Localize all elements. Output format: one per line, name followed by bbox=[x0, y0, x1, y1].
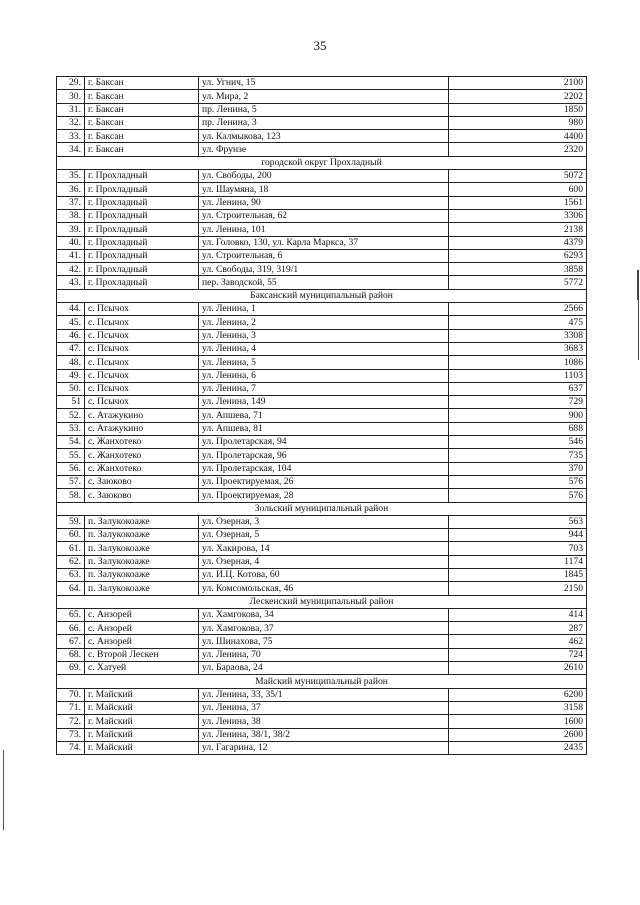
table-row bbox=[57, 396, 587, 409]
value-cell: 688 bbox=[449, 422, 587, 435]
value-cell: 2100 bbox=[449, 77, 587, 90]
settlement-cell: с. Второй Лескен bbox=[85, 648, 199, 661]
address-cell: ул. Гагарина, 12 bbox=[199, 741, 449, 754]
settlement-cell: г. Баксан bbox=[85, 90, 199, 103]
table-row bbox=[57, 555, 587, 568]
settlement-cell: г. Прохладный bbox=[85, 276, 199, 289]
value-cell: 1845 bbox=[449, 568, 587, 581]
table-row bbox=[57, 276, 587, 289]
value-cell: 5072 bbox=[449, 170, 587, 183]
table-row bbox=[57, 316, 587, 329]
settlement-cell: г. Майский bbox=[85, 728, 199, 741]
value-cell: 576 bbox=[449, 489, 587, 502]
settlement-cell: с. Анзорей bbox=[85, 635, 199, 648]
table-row bbox=[57, 662, 587, 675]
address-cell: ул. Апшева, 81 bbox=[199, 422, 449, 435]
table-row bbox=[57, 223, 587, 236]
section-row bbox=[57, 289, 587, 302]
section-row bbox=[57, 156, 587, 169]
address-cell: ул. Строительная, 6 bbox=[199, 249, 449, 262]
value-cell: 4379 bbox=[449, 236, 587, 249]
table-row bbox=[57, 701, 587, 714]
table-row bbox=[57, 608, 587, 621]
value-cell: 729 bbox=[449, 396, 587, 409]
value-cell: 703 bbox=[449, 542, 587, 555]
row-number: 60. bbox=[57, 529, 85, 542]
section-title: Лескенский муниципальный район bbox=[57, 595, 587, 608]
value-cell: 462 bbox=[449, 635, 587, 648]
address-cell: ул. Проектируемая, 28 bbox=[199, 489, 449, 502]
address-cell: ул. Угнич, 15 bbox=[199, 77, 449, 90]
table-row bbox=[57, 568, 587, 581]
settlement-cell: п. Залукокоаже bbox=[85, 555, 199, 568]
address-cell: ул. Свободы, 319, 319/1 bbox=[199, 263, 449, 276]
value-cell: 5772 bbox=[449, 276, 587, 289]
section-title: городской округ Прохладный bbox=[57, 156, 587, 169]
address-cell: ул. Ленина, 70 bbox=[199, 648, 449, 661]
value-cell: 1086 bbox=[449, 356, 587, 369]
value-cell: 2600 bbox=[449, 728, 587, 741]
address-cell: ул. Ленина, 33, 35/1 bbox=[199, 688, 449, 701]
table-row bbox=[57, 475, 587, 488]
value-cell: 944 bbox=[449, 529, 587, 542]
settlement-cell: г. Прохладный bbox=[85, 263, 199, 276]
row-number: 47. bbox=[57, 342, 85, 355]
settlement-cell: п. Залукокоаже bbox=[85, 568, 199, 581]
settlement-cell: с. Заюково bbox=[85, 475, 199, 488]
address-cell: ул. Хакирова, 14 bbox=[199, 542, 449, 555]
table-row bbox=[57, 209, 587, 222]
value-cell: 3306 bbox=[449, 209, 587, 222]
scan-edge-mark bbox=[3, 750, 4, 830]
row-number: 62. bbox=[57, 555, 85, 568]
address-cell: ул. Ленина, 7 bbox=[199, 382, 449, 395]
settlement-cell: с. Заюково bbox=[85, 489, 199, 502]
settlement-cell: с. Анзорей bbox=[85, 622, 199, 635]
settlement-cell: с. Жанхотеко bbox=[85, 436, 199, 449]
address-cell: ул. Апшева, 71 bbox=[199, 409, 449, 422]
table-row bbox=[57, 263, 587, 276]
row-number: 32. bbox=[57, 116, 85, 129]
settlement-cell: г. Прохладный bbox=[85, 223, 199, 236]
value-cell: 2202 bbox=[449, 90, 587, 103]
address-table bbox=[56, 76, 587, 755]
address-cell: ул. Строительная, 62 bbox=[199, 209, 449, 222]
value-cell: 2566 bbox=[449, 303, 587, 316]
value-cell: 563 bbox=[449, 515, 587, 528]
settlement-cell: с. Атажукино bbox=[85, 409, 199, 422]
row-number: 35. bbox=[57, 170, 85, 183]
section-title: Зольский муниципальный район bbox=[57, 502, 587, 515]
page-number: 35 bbox=[313, 38, 327, 53]
value-cell: 576 bbox=[449, 475, 587, 488]
settlement-cell: г. Баксан bbox=[85, 130, 199, 143]
row-number: 36. bbox=[57, 183, 85, 196]
table-row bbox=[57, 489, 587, 502]
settlement-cell: г. Майский bbox=[85, 741, 199, 754]
row-number: 59. bbox=[57, 515, 85, 528]
value-cell: 4400 bbox=[449, 130, 587, 143]
table-row bbox=[57, 116, 587, 129]
section-row bbox=[57, 595, 587, 608]
table-row bbox=[57, 728, 587, 741]
address-cell: ул. Ленина, 101 bbox=[199, 223, 449, 236]
section-title: Баксанский муниципальный район bbox=[57, 289, 587, 302]
value-cell: 475 bbox=[449, 316, 587, 329]
scan-edge-mark bbox=[637, 270, 639, 300]
table-row bbox=[57, 329, 587, 342]
value-cell: 287 bbox=[449, 622, 587, 635]
settlement-cell: п. Залукокоаже bbox=[85, 529, 199, 542]
row-number: 33. bbox=[57, 130, 85, 143]
table-row bbox=[57, 688, 587, 701]
row-number: 57. bbox=[57, 475, 85, 488]
settlement-cell: с. Псычох bbox=[85, 382, 199, 395]
row-number: 29. bbox=[57, 77, 85, 90]
settlement-cell: г. Баксан bbox=[85, 116, 199, 129]
row-number: 66. bbox=[57, 622, 85, 635]
row-number: 56. bbox=[57, 462, 85, 475]
row-number: 67. bbox=[57, 635, 85, 648]
value-cell: 1850 bbox=[449, 103, 587, 116]
settlement-cell: с. Жанхотеко bbox=[85, 449, 199, 462]
row-number: 74. bbox=[57, 741, 85, 754]
table-row bbox=[57, 529, 587, 542]
table-row bbox=[57, 515, 587, 528]
row-number: 55. bbox=[57, 449, 85, 462]
table-row bbox=[57, 170, 587, 183]
settlement-cell: г. Прохладный bbox=[85, 196, 199, 209]
value-cell: 6200 bbox=[449, 688, 587, 701]
address-cell: ул. Пролетарская, 94 bbox=[199, 436, 449, 449]
settlement-cell: с. Анзорей bbox=[85, 608, 199, 621]
value-cell: 2435 bbox=[449, 741, 587, 754]
row-number: 63. bbox=[57, 568, 85, 581]
row-number: 45. bbox=[57, 316, 85, 329]
settlement-cell: г. Прохладный bbox=[85, 209, 199, 222]
table-row bbox=[57, 382, 587, 395]
value-cell: 3683 bbox=[449, 342, 587, 355]
table-row bbox=[57, 236, 587, 249]
table-row bbox=[57, 143, 587, 156]
settlement-cell: с. Хатуей bbox=[85, 662, 199, 675]
table-row bbox=[57, 90, 587, 103]
settlement-cell: с. Псычох bbox=[85, 316, 199, 329]
address-cell: ул. Ленина, 1 bbox=[199, 303, 449, 316]
row-number: 69. bbox=[57, 662, 85, 675]
address-cell: ул. Ленина, 90 bbox=[199, 196, 449, 209]
address-cell: ул. Ленина, 4 bbox=[199, 342, 449, 355]
address-cell: ул. Хамгокова, 37 bbox=[199, 622, 449, 635]
table-row bbox=[57, 249, 587, 262]
row-number: 30. bbox=[57, 90, 85, 103]
row-number: 38. bbox=[57, 209, 85, 222]
value-cell: 1174 bbox=[449, 555, 587, 568]
value-cell: 980 bbox=[449, 116, 587, 129]
table-row bbox=[57, 582, 587, 595]
settlement-cell: п. Залукокоаже bbox=[85, 515, 199, 528]
settlement-cell: г. Майский bbox=[85, 715, 199, 728]
settlement-cell: с. Псычох bbox=[85, 342, 199, 355]
address-cell: ул. Мира, 2 bbox=[199, 90, 449, 103]
settlement-cell: г. Прохладный bbox=[85, 183, 199, 196]
row-number: 64. bbox=[57, 582, 85, 595]
address-cell: пер. Заводской, 55 bbox=[199, 276, 449, 289]
settlement-cell: с. Псычох bbox=[85, 356, 199, 369]
row-number: 31. bbox=[57, 103, 85, 116]
value-cell: 735 bbox=[449, 449, 587, 462]
address-cell: ул. И.Ц. Котова, 60 bbox=[199, 568, 449, 581]
section-row bbox=[57, 502, 587, 515]
row-number: 73. bbox=[57, 728, 85, 741]
row-number: 52. bbox=[57, 409, 85, 422]
value-cell: 600 bbox=[449, 183, 587, 196]
address-cell: ул. Проектируемая, 26 bbox=[199, 475, 449, 488]
address-cell: ул. Ленина, 3 bbox=[199, 329, 449, 342]
settlement-cell: г. Майский bbox=[85, 688, 199, 701]
table-body bbox=[57, 77, 587, 755]
address-cell: ул. Ленина, 38 bbox=[199, 715, 449, 728]
table-row bbox=[57, 648, 587, 661]
table-row bbox=[57, 449, 587, 462]
address-cell: ул. Хамгокова, 34 bbox=[199, 608, 449, 621]
row-number: 51 bbox=[57, 396, 85, 409]
address-cell: ул. Ленина, 37 bbox=[199, 701, 449, 714]
value-cell: 724 bbox=[449, 648, 587, 661]
table-row bbox=[57, 542, 587, 555]
value-cell: 370 bbox=[449, 462, 587, 475]
settlement-cell: г. Прохладный bbox=[85, 170, 199, 183]
settlement-cell: г. Прохладный bbox=[85, 249, 199, 262]
table-row bbox=[57, 409, 587, 422]
address-cell: ул. Ленина, 5 bbox=[199, 356, 449, 369]
value-cell: 1600 bbox=[449, 715, 587, 728]
table-row bbox=[57, 715, 587, 728]
table-row bbox=[57, 130, 587, 143]
row-number: 61. bbox=[57, 542, 85, 555]
row-number: 53. bbox=[57, 422, 85, 435]
settlement-cell: с. Псычох bbox=[85, 329, 199, 342]
address-cell: ул. Шинахова, 75 bbox=[199, 635, 449, 648]
value-cell: 3158 bbox=[449, 701, 587, 714]
table-row bbox=[57, 183, 587, 196]
address-cell: ул. Фрунзе bbox=[199, 143, 449, 156]
table-row bbox=[57, 303, 587, 316]
row-number: 68. bbox=[57, 648, 85, 661]
address-cell: ул. Ленина, 6 bbox=[199, 369, 449, 382]
value-cell: 2150 bbox=[449, 582, 587, 595]
row-number: 43. bbox=[57, 276, 85, 289]
settlement-cell: п. Залукокоаже bbox=[85, 542, 199, 555]
settlement-cell: г. Прохладный bbox=[85, 236, 199, 249]
table-row bbox=[57, 196, 587, 209]
value-cell: 414 bbox=[449, 608, 587, 621]
row-number: 49. bbox=[57, 369, 85, 382]
row-number: 58. bbox=[57, 489, 85, 502]
table-row bbox=[57, 369, 587, 382]
address-cell: ул. Озерная, 3 bbox=[199, 515, 449, 528]
address-cell: ул. Ленина, 2 bbox=[199, 316, 449, 329]
settlement-cell: с. Псычох bbox=[85, 303, 199, 316]
row-number: 54. bbox=[57, 436, 85, 449]
section-row bbox=[57, 675, 587, 688]
value-cell: 1561 bbox=[449, 196, 587, 209]
settlement-cell: с. Атажукино bbox=[85, 422, 199, 435]
table-row bbox=[57, 635, 587, 648]
row-number: 42. bbox=[57, 263, 85, 276]
table-row bbox=[57, 356, 587, 369]
address-cell: ул. Озерная, 4 bbox=[199, 555, 449, 568]
row-number: 48. bbox=[57, 356, 85, 369]
value-cell: 3308 bbox=[449, 329, 587, 342]
address-cell: ул. Ленина, 38/1, 38/2 bbox=[199, 728, 449, 741]
row-number: 44. bbox=[57, 303, 85, 316]
table-row bbox=[57, 436, 587, 449]
value-cell: 2138 bbox=[449, 223, 587, 236]
address-cell: пр. Ленина, 3 bbox=[199, 116, 449, 129]
settlement-cell: г. Баксан bbox=[85, 143, 199, 156]
row-number: 65. bbox=[57, 608, 85, 621]
address-cell: ул. Калмыкова, 123 bbox=[199, 130, 449, 143]
row-number: 71. bbox=[57, 701, 85, 714]
row-number: 40. bbox=[57, 236, 85, 249]
row-number: 50. bbox=[57, 382, 85, 395]
value-cell: 6293 bbox=[449, 249, 587, 262]
table-row bbox=[57, 342, 587, 355]
address-cell: ул. Пролетарская, 96 bbox=[199, 449, 449, 462]
settlement-cell: г. Баксан bbox=[85, 103, 199, 116]
address-cell: ул. Ленина, 149 bbox=[199, 396, 449, 409]
value-cell: 900 bbox=[449, 409, 587, 422]
settlement-cell: с. Жанхотеко bbox=[85, 462, 199, 475]
row-number: 46. bbox=[57, 329, 85, 342]
address-cell: ул. Пролетарская, 104 bbox=[199, 462, 449, 475]
section-title: Майский муниципальный район bbox=[57, 675, 587, 688]
table-row bbox=[57, 741, 587, 754]
table-row bbox=[57, 622, 587, 635]
value-cell: 2610 bbox=[449, 662, 587, 675]
table-row bbox=[57, 103, 587, 116]
value-cell: 1103 bbox=[449, 369, 587, 382]
address-cell: пр. Ленина, 5 bbox=[199, 103, 449, 116]
settlement-cell: с. Псычох bbox=[85, 396, 199, 409]
row-number: 37. bbox=[57, 196, 85, 209]
value-cell: 637 bbox=[449, 382, 587, 395]
row-number: 41. bbox=[57, 249, 85, 262]
settlement-cell: г. Майский bbox=[85, 701, 199, 714]
value-cell: 2320 bbox=[449, 143, 587, 156]
scan-edge-mark bbox=[638, 300, 639, 360]
settlement-cell: п. Залукокоаже bbox=[85, 582, 199, 595]
row-number: 34. bbox=[57, 143, 85, 156]
address-cell: ул. Головко, 130, ул. Карла Маркса, 37 bbox=[199, 236, 449, 249]
value-cell: 3858 bbox=[449, 263, 587, 276]
settlement-cell: с. Псычох bbox=[85, 369, 199, 382]
table-row bbox=[57, 422, 587, 435]
address-cell: ул. Шаумяна, 18 bbox=[199, 183, 449, 196]
address-cell: ул. Озерная, 5 bbox=[199, 529, 449, 542]
settlement-cell: г. Баксан bbox=[85, 77, 199, 90]
table-row bbox=[57, 462, 587, 475]
address-cell: ул. Бараова, 24 bbox=[199, 662, 449, 675]
table-row bbox=[57, 77, 587, 90]
address-cell: ул. Комсомольская, 46 bbox=[199, 582, 449, 595]
row-number: 70. bbox=[57, 688, 85, 701]
address-cell: ул. Свободы, 200 bbox=[199, 170, 449, 183]
row-number: 39. bbox=[57, 223, 85, 236]
value-cell: 546 bbox=[449, 436, 587, 449]
row-number: 72. bbox=[57, 715, 85, 728]
